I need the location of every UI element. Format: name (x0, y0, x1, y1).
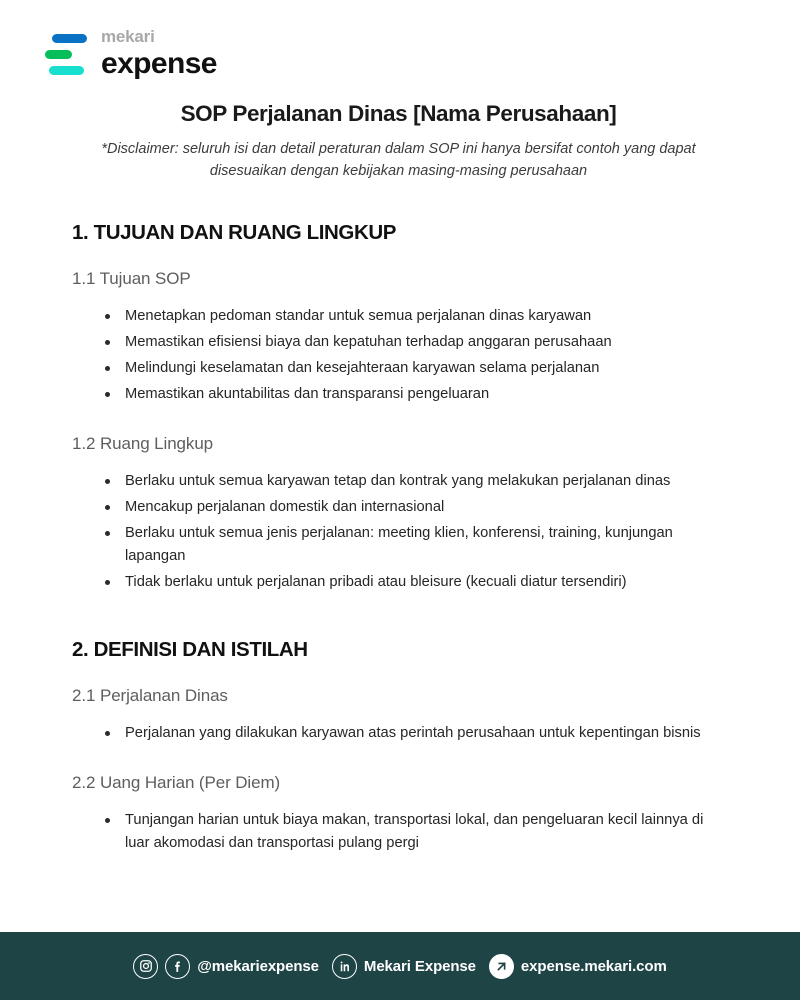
list-item: Tidak berlaku untuk perjalanan pribadi atau bleisure (kecuali diatur tersendiri) (105, 571, 725, 594)
list-item: Melindungi keselamatan dan kesejahteraan karyawan selama perjalanan (105, 357, 725, 380)
section-heading: 2. DEFINISI DAN ISTILAH (72, 638, 308, 662)
logo-bar-middle (45, 50, 72, 59)
footer-bar (0, 932, 800, 1000)
bullet-list (72, 305, 725, 406)
disclaimer-text: *Disclaimer: seluruh isi dan detail peraturan dalam SOP ini hanya bersifat contoh yang dapat disesuaikan dengan kebijakan masing-masing perusahaan (101, 141, 696, 179)
document-section (72, 638, 725, 855)
footer-group (489, 954, 667, 979)
list-item: Berlaku untuk semua karyawan tetap dan kontrak yang melakukan perjalanan dinas (105, 470, 725, 493)
bullet-list (72, 722, 725, 745)
facebook-icon[interactable] (165, 954, 190, 979)
document-body (0, 79, 800, 932)
document-subsection (72, 773, 725, 855)
list-item: Perjalanan yang dilakukan karyawan atas perintah perusahaan untuk kepentingan bisnis (105, 722, 725, 745)
brand-name-expense: expense (101, 47, 217, 80)
bullet-list (72, 470, 725, 594)
brand-logo (0, 0, 800, 79)
subsection-heading: 2.1 Perjalanan Dinas (72, 686, 228, 706)
logo-bar-top (52, 34, 87, 43)
document-subsection (72, 686, 725, 745)
bullet-list (72, 809, 725, 855)
footer-group (332, 954, 476, 979)
document-section (72, 221, 725, 595)
sections-container (72, 221, 725, 856)
subsection-heading: 1.2 Ruang Lingkup (72, 433, 214, 453)
section-heading: 1. TUJUAN DAN RUANG LINGKUP (72, 220, 397, 244)
page-title: SOP Perjalanan Dinas [Nama Perusahaan] (180, 101, 617, 126)
arrow-up-right-icon[interactable] (489, 954, 514, 979)
footer-handle-label[interactable]: @mekariexpense (197, 957, 319, 975)
list-item: Mencakup perjalanan domestik dan internasional (105, 496, 725, 519)
footer-items (133, 954, 666, 979)
list-item: Memastikan akuntabilitas dan transparansi pengeluaran (105, 383, 725, 406)
subsection-heading: 2.2 Uang Harian (Per Diem) (72, 773, 281, 793)
footer-handle-label[interactable]: Mekari Expense (363, 957, 476, 975)
subsection-heading: 1.1 Tujuan SOP (72, 268, 191, 288)
document-subsection (72, 269, 725, 406)
footer-group (133, 954, 319, 979)
logo-bar-bottom (49, 66, 84, 75)
footer-handle-label[interactable]: expense.mekari.com (520, 957, 667, 975)
linkedin-icon[interactable] (332, 954, 357, 979)
list-item: Memastikan efisiensi biaya dan kepatuhan terhadap anggaran perusahaan (105, 331, 725, 354)
brand-wordmark (101, 28, 217, 79)
list-item: Tunjangan harian untuk biaya makan, transportasi lokal, dan pengeluaran kecil lainnya di luar akomodasi dan transportasi pulang pergi (105, 809, 725, 855)
list-item: Menetapkan pedoman standar untuk semua perjalanan dinas karyawan (105, 305, 725, 328)
brand-name-mekari: mekari (101, 27, 155, 46)
mekari-logo-mark (45, 32, 87, 75)
document-subsection (72, 434, 725, 594)
instagram-icon[interactable] (133, 954, 158, 979)
list-item: Berlaku untuk semua jenis perjalanan: meeting klien, konferensi, training, kunjungan lapangan (105, 522, 725, 568)
